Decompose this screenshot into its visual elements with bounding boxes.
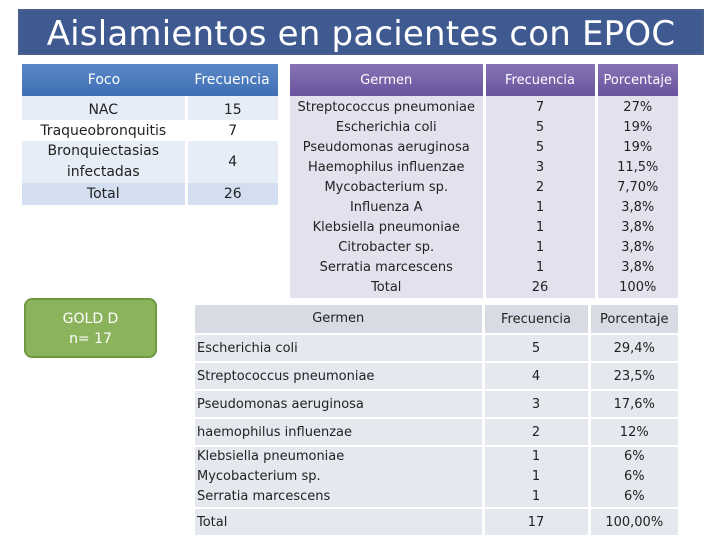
frecuencia-cell: 2 (535, 180, 545, 195)
frecuencia-total-cell: 26 (186, 183, 278, 205)
germen-cell: Escherichia coli (335, 120, 437, 135)
frecuencia-cell: 4 (186, 141, 278, 183)
table-row (22, 141, 278, 183)
table-total-row (22, 183, 278, 205)
frecuencia-cell: 1 (535, 240, 545, 255)
column-header-germen: Germen (290, 64, 484, 96)
germen-cell: Streptococcus pneumoniae (297, 100, 475, 115)
table-row (195, 334, 678, 362)
gold-d-label: GOLD D (62, 311, 119, 327)
table-header-row (290, 64, 678, 96)
table-header-row (22, 64, 278, 96)
foco-total-cell: Total (22, 183, 186, 205)
foco-line: Bronquiectasias (47, 143, 160, 159)
table-row (195, 362, 678, 390)
column-header-frecuencia: Frecuencia (484, 64, 596, 96)
porcentaje-cell: 12% (589, 418, 678, 446)
germen-cell: Influenza A (349, 200, 423, 215)
frecuencia-cell: 1 (531, 489, 541, 504)
frecuencia-cell: 1 (535, 260, 545, 275)
column-header-foco: Foco (22, 64, 186, 96)
germen-cell: Mycobacterium sp. (324, 180, 449, 195)
germen-cell: Klebsiella pneumoniae (197, 449, 345, 464)
frecuencia-cell: 5 (483, 334, 589, 362)
frecuencia-total-cell: 26 (531, 280, 549, 295)
porcentaje-cell: 6% (623, 489, 645, 504)
porcentaje-cell: 6% (623, 469, 645, 484)
porcentaje-cell: 23,5% (589, 362, 678, 390)
table-header-row (195, 305, 678, 334)
porcentaje-group-cell (589, 446, 678, 508)
germen-cell: Klebsiella pneumoniae (312, 220, 460, 235)
foco-cell: NAC (22, 96, 186, 120)
germen-total-cell: Total (195, 508, 483, 535)
porcentaje-cell: 19% (623, 140, 653, 155)
gold-d-box (24, 298, 157, 358)
column-header-frecuencia: Frecuencia (186, 64, 278, 96)
germen-cell: haemophilus influenzae (195, 418, 483, 446)
germen-total-cell: Total (371, 280, 402, 295)
frecuencia-cell: 3 (535, 160, 545, 175)
column-header-germen: Germen (195, 305, 483, 334)
germen-cell: Pseudomonas aeruginosa (195, 390, 483, 418)
germen-cell: Pseudomonas aeruginosa (302, 140, 470, 155)
germen-cell: Streptococcus pneumoniae (195, 362, 483, 390)
foco-cell: Traqueobronquitis (22, 120, 186, 141)
table-body-row (290, 96, 678, 298)
porcentaje-cell: 19% (623, 120, 653, 135)
foco-table (22, 64, 278, 205)
frecuencia-cell: 1 (531, 449, 541, 464)
table-row (22, 96, 278, 120)
column-header-frecuencia: Frecuencia (483, 305, 589, 334)
germen-cell: Haemophilus influenzae (307, 160, 465, 175)
frecuencia-cell: 1 (531, 469, 541, 484)
porcentaje-cell: 6% (623, 449, 645, 464)
porcentaje-cell: 3,8% (621, 220, 655, 235)
porcentaje-cell: 29,4% (589, 334, 678, 362)
porcentaje-cell: 3,8% (621, 200, 655, 215)
table-total-row (195, 508, 678, 535)
frecuencia-cell: 3 (483, 390, 589, 418)
germen-cell: Escherichia coli (195, 334, 483, 362)
table-row (22, 120, 278, 141)
germen-cell: Citrobacter sp. (338, 240, 435, 255)
germen-table (290, 64, 678, 298)
column-header-porcentaje: Porcentaje (596, 64, 678, 96)
foco-cell (22, 141, 186, 183)
frecuencia-cell: 7 (535, 100, 545, 115)
porcentaje-cell: 3,8% (621, 240, 655, 255)
porcentaje-cell: 7,70% (617, 180, 659, 195)
frecuencia-cell: 15 (186, 96, 278, 120)
germen-cell: Serratia marcescens (319, 260, 453, 275)
porcentaje-cell: 3,8% (621, 260, 655, 275)
frecuencia-cell: 2 (483, 418, 589, 446)
frecuencia-cell: 4 (483, 362, 589, 390)
frecuencia-column (484, 96, 596, 298)
frecuencia-cell: 7 (186, 120, 278, 141)
gold-d-count: n= 17 (69, 331, 112, 347)
germen-column (290, 96, 484, 298)
frecuencia-cell: 5 (535, 120, 545, 135)
germen-group-cell (195, 446, 483, 508)
porcentaje-column (596, 96, 678, 298)
frecuencia-cell: 1 (535, 200, 545, 215)
porcentaje-cell: 11,5% (617, 160, 659, 175)
porcentaje-total-cell: 100,00% (589, 508, 678, 535)
frecuencia-group-cell (483, 446, 589, 508)
table-row-group (195, 446, 678, 508)
column-header-porcentaje: Porcentaje (589, 305, 678, 334)
foco-line: infectadas (66, 164, 140, 180)
germen-cell: Mycobacterium sp. (197, 469, 321, 484)
table-row (195, 418, 678, 446)
germen-cell: Serratia marcescens (197, 489, 331, 504)
gold-d-table (195, 305, 678, 535)
frecuencia-total-cell: 17 (483, 508, 589, 535)
porcentaje-total-cell: 100% (619, 280, 657, 295)
page-title: Aislamientos en pacientes con EPOC (18, 9, 704, 55)
porcentaje-cell: 27% (623, 100, 653, 115)
table-row (195, 390, 678, 418)
frecuencia-cell: 5 (535, 140, 545, 155)
porcentaje-cell: 17,6% (589, 390, 678, 418)
frecuencia-cell: 1 (535, 220, 545, 235)
